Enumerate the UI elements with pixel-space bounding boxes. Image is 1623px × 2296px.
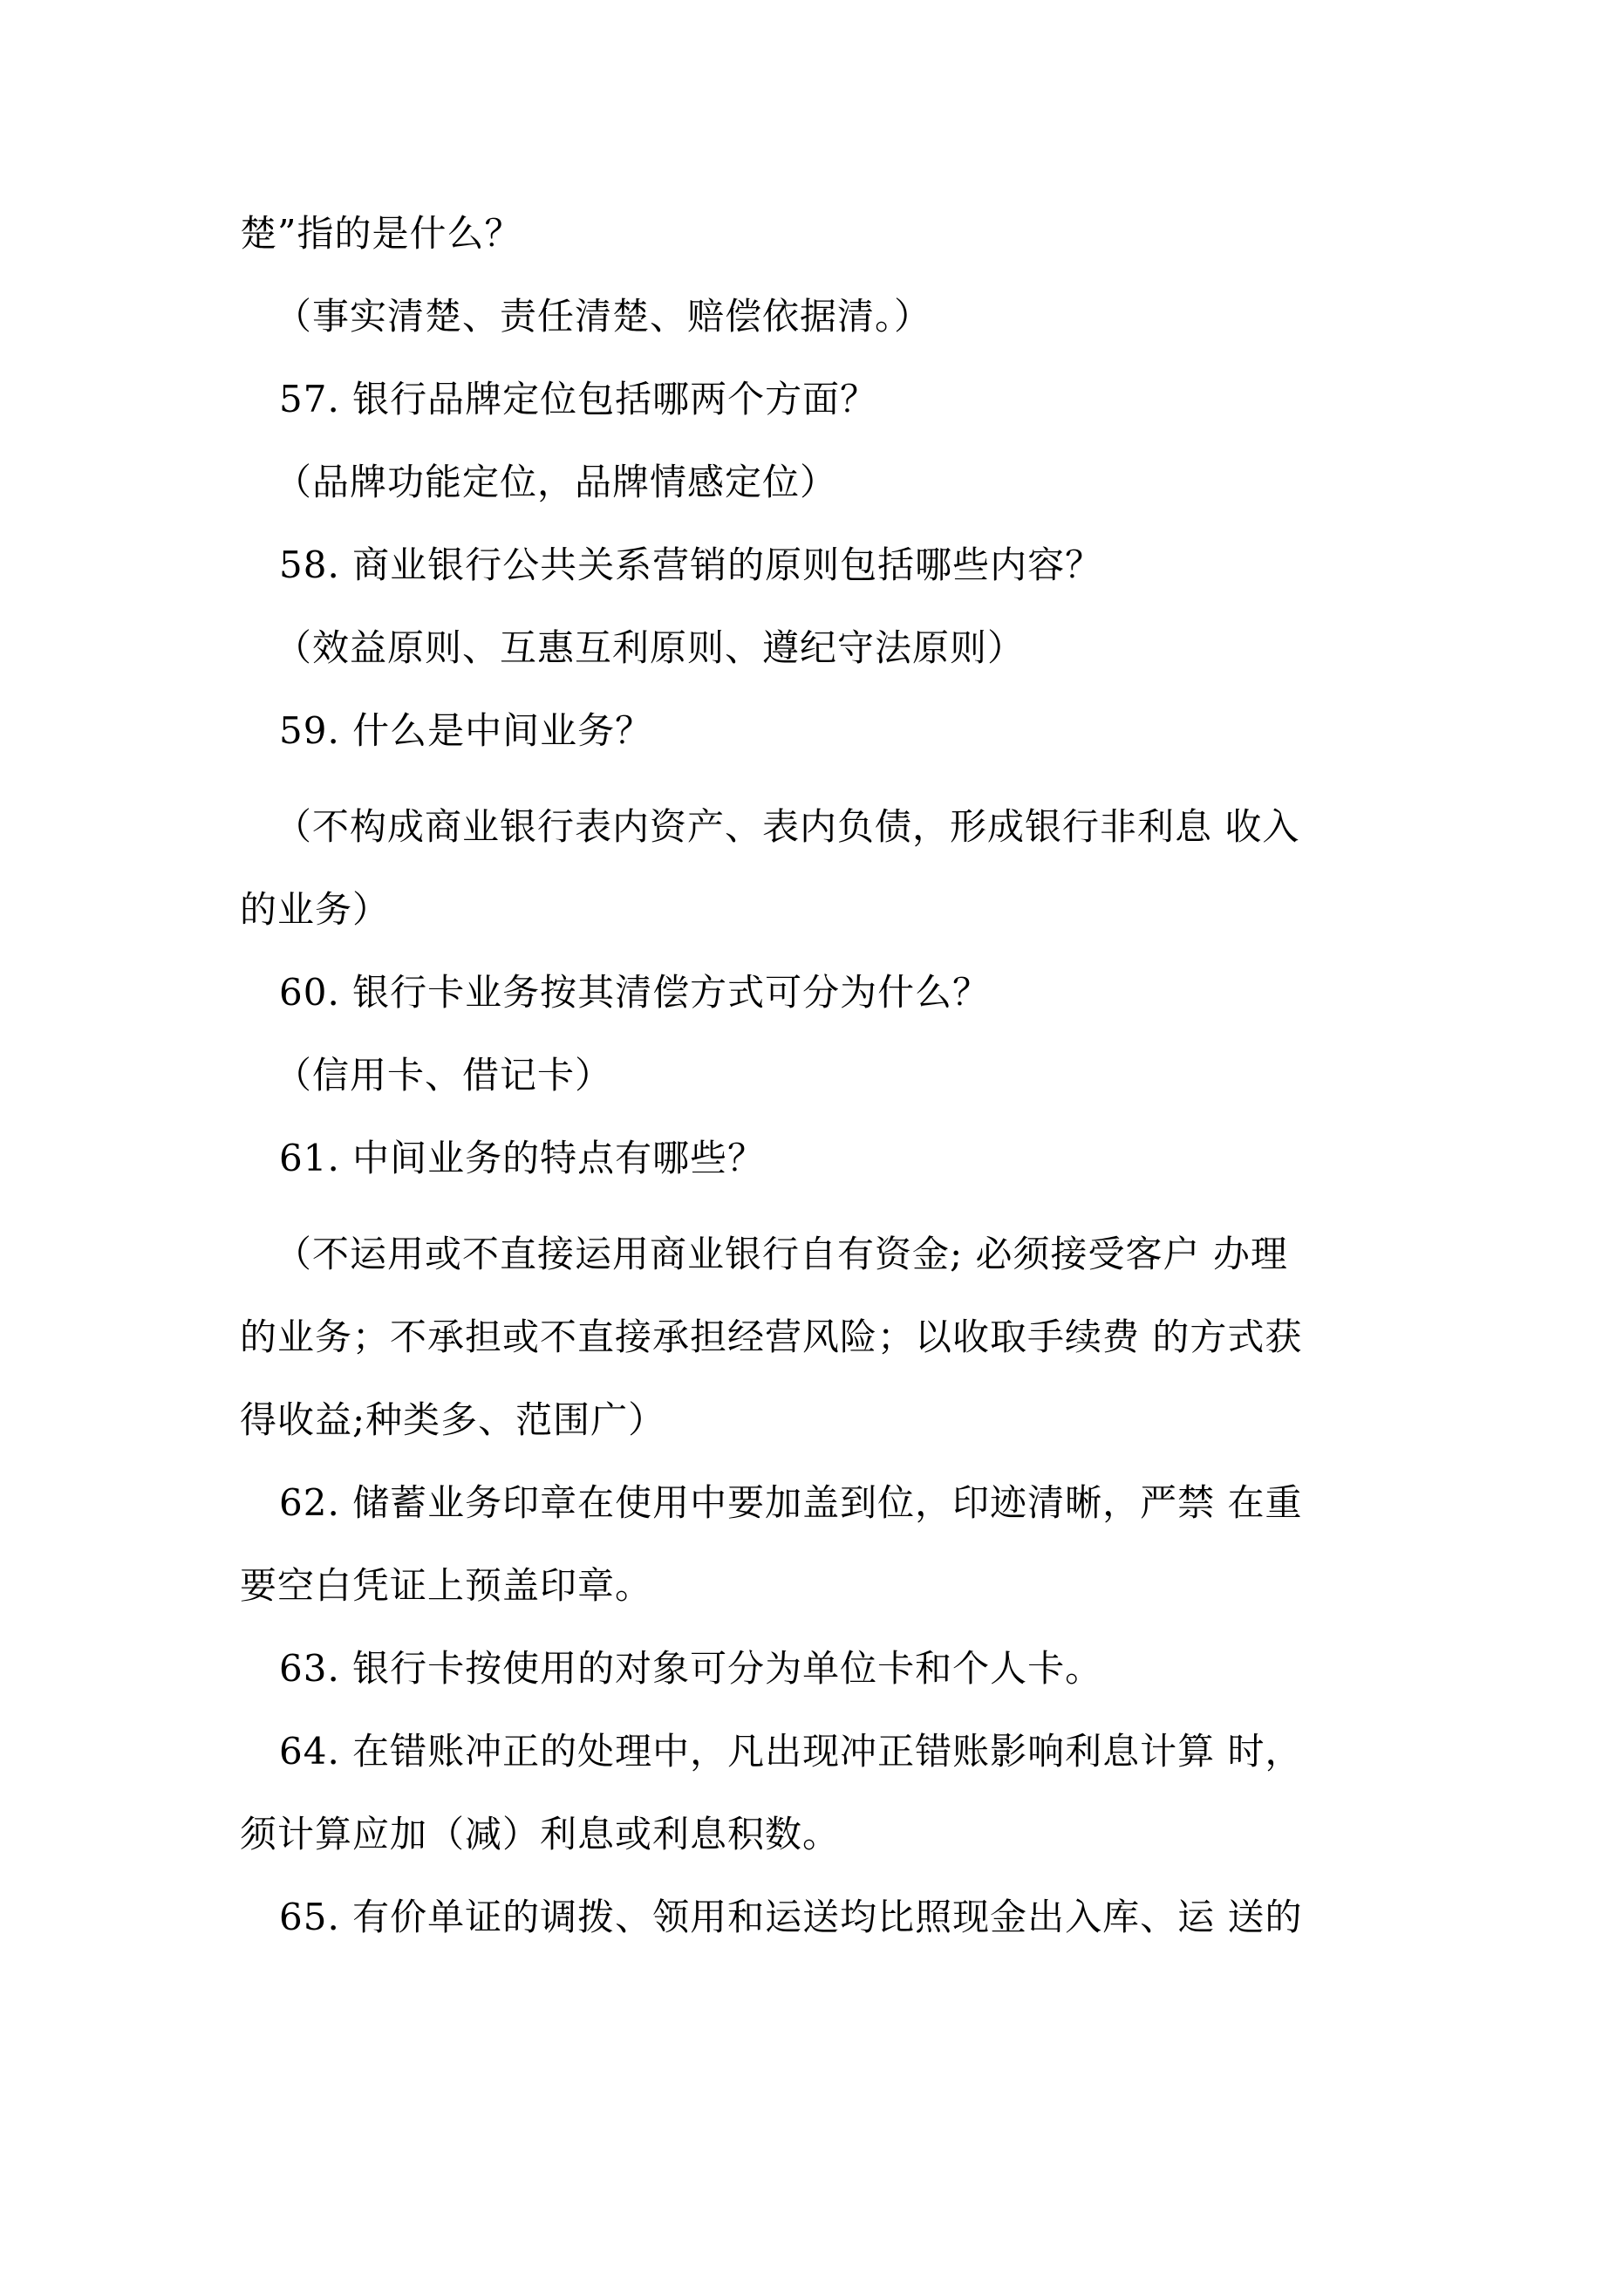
question-60: 60. 银行卡业务按其清偿方式可分为什么？ [279, 971, 991, 1014]
statement-65-line-1: 65. 有价单证的调拨、领用和运送均比照现金出入库、运 送的 [279, 1896, 1303, 1938]
statement-62-line-2: 要空白凭证上预盖印章。 [240, 1564, 653, 1607]
text-line: 楚”指的是什么？ [240, 212, 522, 255]
text-line: （事实清楚、责任清楚、赔偿依据清。） [275, 295, 932, 338]
statement-62-line-1: 62. 储蓄业务印章在使用中要加盖到位，印迹清晰，严禁 在重 [279, 1481, 1303, 1524]
answer-58: （效益原则、互惠互利原则、遵纪守法原则） [275, 626, 1026, 669]
answer-59-line-1: （不构成商业银行表内资产、表内负债，形成银行非利息 收入 [275, 805, 1300, 848]
statement-63: 63. 银行卡按使用的对象可分为单位卡和个人卡。 [279, 1647, 1103, 1690]
question-58: 58. 商业银行公共关系营销的原则包括哪些内容？ [279, 543, 1103, 586]
answer-59-line-2: 的业务） [240, 888, 391, 931]
question-59: 59. 什么是中间业务？ [279, 709, 653, 752]
answer-57: （品牌功能定位，品牌情感定位） [275, 461, 838, 503]
statement-64-line-2: 须计算应加（减）利息或利息积数。 [240, 1813, 841, 1855]
statement-64-line-1: 64. 在错账冲正的处理中，凡出现冲正错账影响利息计算 时， [279, 1730, 1303, 1773]
answer-61-line-3: 得收益;种类多、范围广） [240, 1398, 666, 1441]
answer-61-line-1: （不运用或不直接运用商业银行自有资金; 必须接受客户 办理 [275, 1233, 1288, 1275]
answer-61-line-2: 的业务；不承担或不直接承担经营风险；以收取手续费 的方式获 [240, 1315, 1303, 1358]
answer-60: （信用卡、借记卡） [275, 1054, 613, 1097]
question-57: 57. 银行品牌定位包括哪两个方面？ [279, 378, 878, 420]
question-61: 61. 中间业务的特点有哪些？ [279, 1137, 766, 1179]
